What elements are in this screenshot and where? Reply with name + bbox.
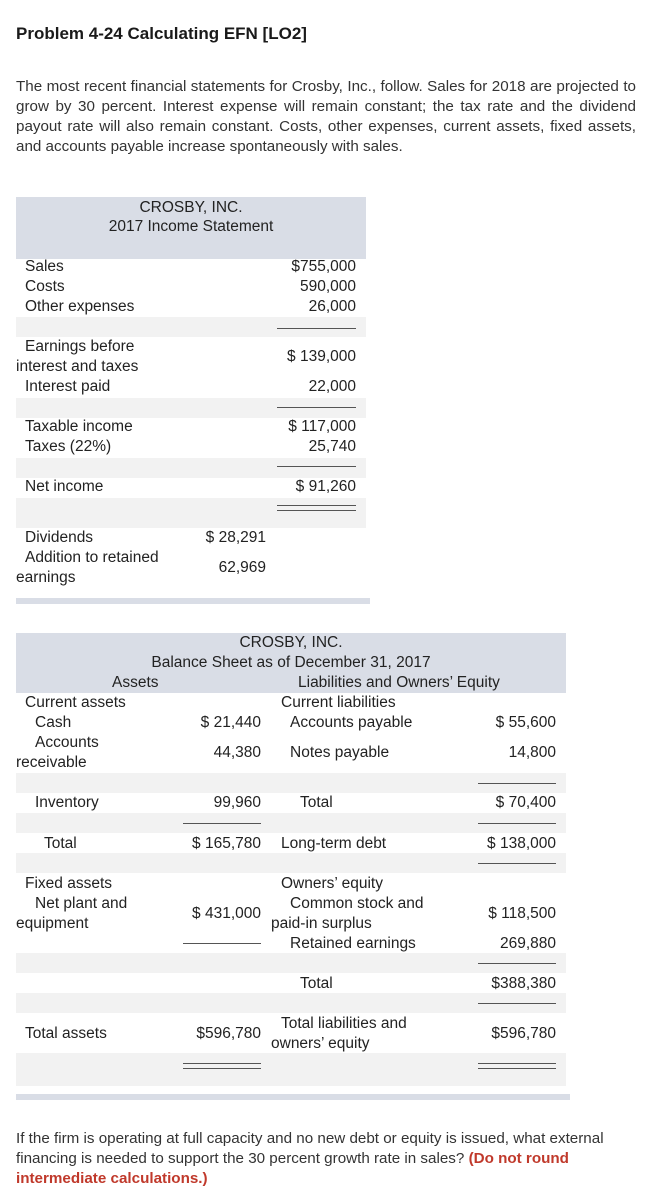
double-underline [478, 1063, 556, 1069]
income-subtitle: 2017 Income Statement [108, 218, 274, 235]
assets-header: Assets [112, 674, 159, 691]
taxable-income-value: $ 117,000 [288, 418, 356, 435]
accounts-receivable-label-line2: receivable [16, 754, 87, 771]
underline [478, 823, 556, 824]
row-band [16, 458, 366, 478]
interest-label: Interest paid [25, 378, 111, 395]
sales-value: $755,000 [291, 258, 356, 275]
long-term-debt-value: $ 138,000 [487, 835, 556, 852]
total-liabilities-equity-label-line2: owners’ equity [271, 1035, 370, 1052]
taxes-label: Taxes (22%) [25, 438, 112, 455]
underline [277, 466, 356, 467]
common-stock-value: $ 118,500 [488, 905, 556, 922]
taxes-value: 25,740 [308, 438, 356, 455]
current-liabilities-label: Current liabilities [281, 694, 396, 711]
current-liabilities-total-value: $ 70,400 [495, 794, 556, 811]
underline [277, 407, 356, 408]
balance-footer-bar [16, 1094, 570, 1100]
net-plant-label-line1: Net plant and [35, 895, 128, 912]
underline [478, 1003, 556, 1004]
net-plant-label-line2: equipment [16, 915, 89, 932]
total-assets-value: $596,780 [196, 1025, 261, 1042]
ebit-value: $ 139,000 [287, 348, 356, 365]
dividends-value: $ 28,291 [205, 529, 266, 546]
cash-label: Cash [35, 714, 72, 731]
current-assets-total-value: $ 165,780 [192, 835, 261, 852]
addition-retained-label-line2: earnings [16, 569, 76, 586]
other-expenses-label: Other expenses [25, 298, 135, 315]
retained-earnings-value: 269,880 [499, 935, 556, 952]
current-assets-total-label: Total [44, 835, 77, 852]
long-term-debt-label: Long-term debt [281, 835, 387, 852]
net-income-label: Net income [25, 478, 104, 495]
retained-earnings-label: Retained earnings [290, 935, 416, 952]
problem-title: Problem 4-24 Calculating EFN [LO2] [16, 24, 307, 43]
costs-value: 590,000 [299, 278, 356, 295]
row-band [16, 1053, 566, 1086]
question [16, 1129, 638, 1189]
accounts-payable-label: Accounts payable [290, 714, 413, 731]
net-income-value: $ 91,260 [295, 478, 356, 495]
accounts-payable-value: $ 55,600 [495, 714, 556, 731]
common-stock-label-line2: paid-in surplus [271, 915, 372, 932]
current-liabilities-total-label: Total [300, 794, 333, 811]
accounts-receivable-label-line1: Accounts [35, 734, 99, 751]
row-band [16, 398, 366, 418]
dividends-label: Dividends [25, 529, 94, 546]
row-band [16, 498, 366, 528]
question-note: (Do not round intermediate calculations.) [16, 1150, 569, 1187]
underline [183, 943, 261, 944]
addition-retained-value: 62,969 [218, 559, 266, 576]
underline [183, 823, 261, 824]
income-company: CROSBY, INC. [139, 199, 243, 216]
equity-total-value: $388,380 [491, 975, 556, 992]
underline [277, 328, 356, 329]
balance-subtitle: Balance Sheet as of December 31, 2017 [151, 654, 431, 671]
net-plant-value: $ 431,000 [192, 905, 261, 922]
owners-equity-label: Owners’ equity [281, 875, 383, 892]
cash-value: $ 21,440 [200, 714, 261, 731]
addition-retained-label-line1: Addition to retained [25, 549, 159, 566]
costs-label: Costs [25, 278, 65, 295]
fixed-assets-label: Fixed assets [25, 875, 113, 892]
underline [478, 783, 556, 784]
sales-label: Sales [25, 258, 64, 275]
accounts-receivable-value: 44,380 [213, 744, 261, 761]
question-text: If the firm is operating at full capacity and no new debt or equity is issued, what external financing is needed to support the 30 percent growth rate in sales? [16, 1130, 604, 1167]
inventory-label: Inventory [35, 794, 99, 811]
current-assets-label: Current assets [25, 694, 126, 711]
common-stock-label-line1: Common stock and [290, 895, 424, 912]
notes-payable-label: Notes payable [290, 744, 390, 761]
total-assets-label: Total assets [25, 1025, 107, 1042]
other-expenses-value: 26,000 [308, 298, 356, 315]
equity-total-label: Total [300, 975, 333, 992]
underline [478, 963, 556, 964]
inventory-value: 99,960 [213, 794, 261, 811]
balance-company: CROSBY, INC. [239, 634, 343, 651]
row-band [16, 317, 366, 337]
double-underline [277, 505, 356, 511]
ebit-label-line2: interest and taxes [16, 358, 139, 375]
ebit-label-line1: Earnings before [25, 338, 135, 355]
interest-value: 22,000 [308, 378, 356, 395]
notes-payable-value: 14,800 [508, 744, 556, 761]
total-liabilities-equity-label-line1: Total liabilities and [281, 1015, 407, 1032]
income-footer-bar [16, 598, 370, 604]
total-liabilities-equity-value: $596,780 [491, 1025, 556, 1042]
underline [478, 863, 556, 864]
taxable-income-label: Taxable income [25, 418, 133, 435]
double-underline [183, 1063, 261, 1069]
problem-intro: The most recent financial statements for Crosby, Inc., follow. Sales for 2018 are projected to grow by 30 percent. Interest expense will remain constant; the tax rate and the dividend payout rate will also remain constant. Costs, other expenses, current assets, fixed assets, and accounts payable increase spontaneously with sales. [16, 78, 636, 155]
liabilities-header: Liabilities and Owners’ Equity [298, 674, 500, 691]
